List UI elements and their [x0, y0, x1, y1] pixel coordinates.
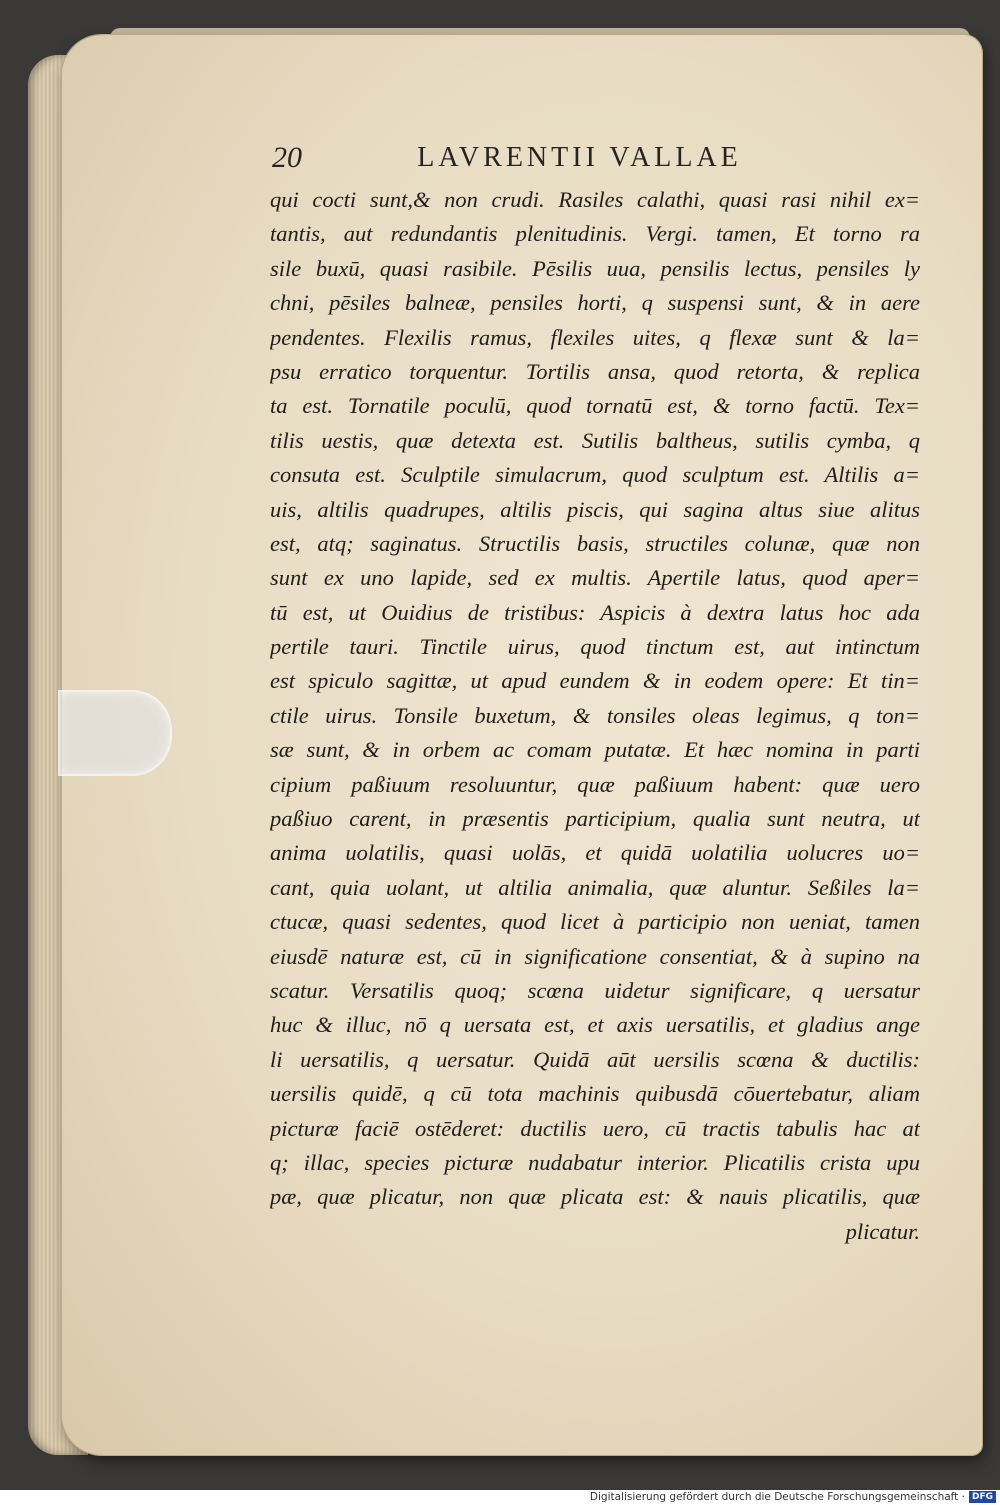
- footer-text: Digitalisierung gefördert durch die Deutsche Forschungsgemeinschaft ·: [589, 1491, 965, 1503]
- text-line: tantis, aut redundantis plenitudinis. Vergi. tamen, Et torno ra: [270, 221, 920, 247]
- text-line: scatur. Versatilis quoq; scœna uidetur significare, q uersatur: [270, 977, 920, 1003]
- text-line: picturæ faciē ostēderet: ductilis uero, cū tractis tabulis hac at: [270, 1115, 920, 1141]
- page-header: [272, 140, 817, 176]
- text-line: tilis uestis, quæ detexta est. Sutilis baltheus, sutilis cymba, q: [270, 427, 920, 453]
- text-line: est, atq; saginatus. Structilis basis, structiles colunæ, quæ non: [270, 530, 920, 556]
- text-line: uersilis quidē, q cū tota machinis quibusdā cōuertebatur, aliam: [270, 1081, 920, 1107]
- text-line: pæ, quæ plicatur, non quæ plicata est: & nauis plicatilis, quæ: [270, 1184, 920, 1210]
- text-line: est spiculo sagittæ, ut apud eundem & in eodem opere: Et tin=: [270, 668, 920, 694]
- page-clip: [58, 690, 172, 776]
- running-title: LAVRENTII VALLAE: [417, 142, 742, 173]
- text-line: qui cocti sunt,& non crudi. Rasiles calathi, quasi rasi nihil ex=: [270, 187, 920, 212]
- text-line: huc & illuc, nō q uersata est, et axis uersatilis, et gladius ange: [270, 1012, 920, 1038]
- body-text: [270, 183, 920, 1249]
- text-line: li uersatilis, q uersatur. Quidā aūt uersilis scœna & ductilis:: [270, 1046, 920, 1072]
- text-line: consuta est. Sculptile simulacrum, quod sculptum est. Altilis a=: [270, 462, 920, 488]
- text-line: cant, quia uolant, ut altilia animalia, quæ aluntur. Seßiles la=: [270, 874, 920, 900]
- text-line: tū est, ut Ouidius de tristibus: Aspicis à dextra latus hoc ada: [270, 599, 920, 625]
- text-line: psu erratico torquentur. Tortilis ansa, quod retorta, & replica: [270, 358, 920, 384]
- text-line: pertile tauri. Tinctile uirus, quod tinctum est, aut intinctum: [270, 634, 920, 660]
- text-line: ctucæ, quasi sedentes, quod licet à participio non ueniat, tamen: [270, 909, 920, 935]
- text-line: cipium paßiuum resoluuntur, quæ paßiuum habent: quæ uero: [270, 771, 920, 797]
- digitization-footer: [0, 1490, 1000, 1505]
- dfg-logo: DFG: [969, 1491, 996, 1503]
- text-line: pendentes. Flexilis ramus, flexiles uites, q flexæ sunt & la=: [270, 324, 920, 350]
- text-line: ta est. Tornatile poculū, quod tornatū est, & torno factū. Tex=: [270, 393, 920, 419]
- text-line: sile buxū, quasi rasibile. Pēsilis uua, pensilis lectus, pensiles ly: [270, 255, 920, 281]
- text-line: anima uolatilis, quasi uolās, et quidā uolatilia uolucres uo=: [270, 840, 920, 866]
- text-line: uis, altilis quadrupes, altilis piscis, qui sagina altus siue alitus: [270, 496, 920, 522]
- text-line: eiusdē naturæ est, cū in significatione consentiat, & à supino na: [270, 943, 920, 969]
- text-line: ctile uirus. Tonsile buxetum, & tonsiles oleas legimus, q ton=: [270, 702, 920, 728]
- text-line: chni, pēsiles balneæ, pensiles horti, q suspensi sunt, & in aere: [270, 290, 920, 316]
- text-line: q; illac, species picturæ nudabatur interior. Plicatilis crista upu: [270, 1149, 920, 1175]
- page-number: 20: [272, 141, 302, 174]
- text-line: paßiuo carent, in præsentis participium, qualia sunt neutra, ut: [270, 806, 920, 832]
- text-line: sunt ex uno lapide, sed ex multis. Apertile latus, quod aper=: [270, 565, 920, 591]
- text-line: sæ sunt, & in orbem ac comam putatæ. Et hæc nomina in parti: [270, 737, 920, 763]
- catchword: plicatur.: [845, 1218, 920, 1244]
